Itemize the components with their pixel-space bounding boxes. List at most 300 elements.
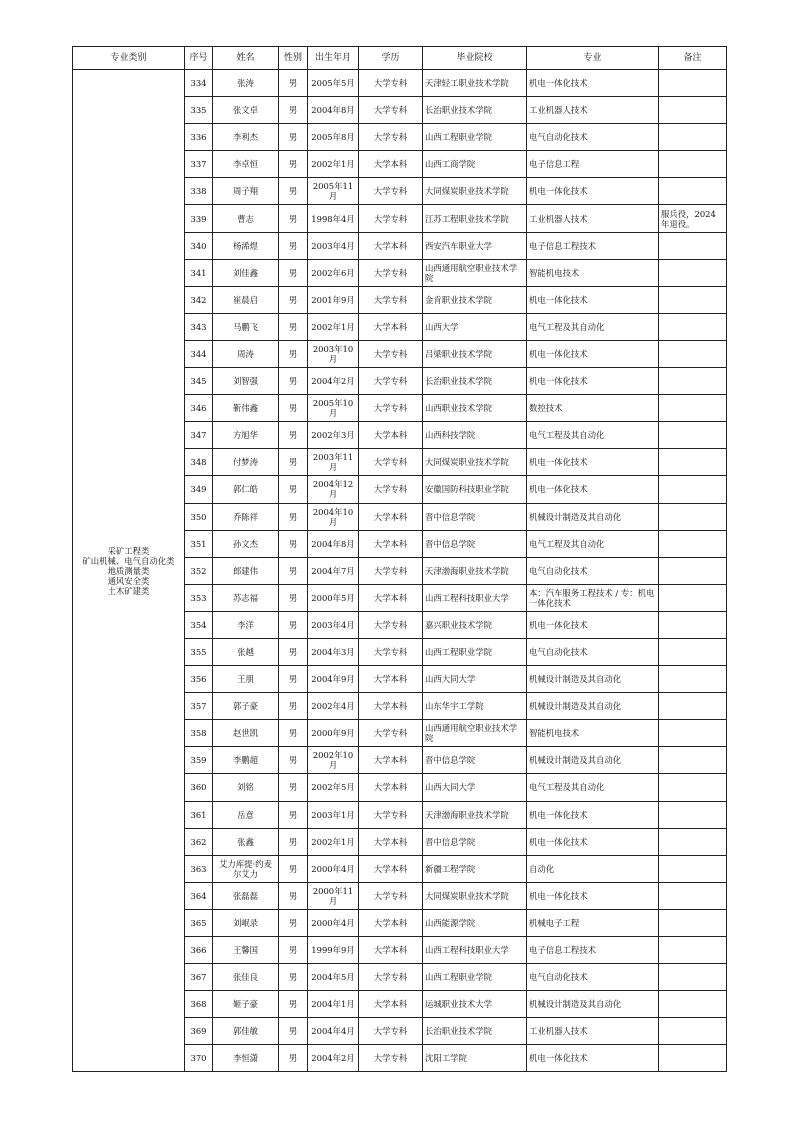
cell-number: 353: [185, 584, 213, 611]
cell-gender: 男: [279, 286, 308, 313]
cell-note: [659, 855, 727, 882]
cell-education: 大学专科: [359, 638, 423, 665]
cell-school: 山西通用航空职业技术学院: [423, 259, 527, 286]
cell-birth: 2001年9月: [308, 286, 359, 313]
cell-major: 机电一体化技术: [527, 178, 659, 205]
cell-gender: 男: [279, 638, 308, 665]
cell-birth: 2004年12月: [308, 476, 359, 503]
cell-note: [659, 259, 727, 286]
cell-name: 张文卓: [213, 97, 279, 124]
cell-gender: 男: [279, 720, 308, 747]
cell-major: 智能机电技术: [527, 720, 659, 747]
cell-birth: 2004年4月: [308, 1018, 359, 1045]
cell-major: 电气工程及其自动化: [527, 422, 659, 449]
cell-gender: 男: [279, 937, 308, 964]
cell-major: 机电一体化技术: [527, 801, 659, 828]
cell-birth: 1999年9月: [308, 937, 359, 964]
cell-school: 新疆工程学院: [423, 855, 527, 882]
cell-note: [659, 774, 727, 801]
cell-number: 342: [185, 286, 213, 313]
cell-birth: 2000年4月: [308, 909, 359, 936]
cell-gender: 男: [279, 611, 308, 638]
cell-number: 345: [185, 368, 213, 395]
header-name: 姓名: [213, 47, 279, 70]
cell-major: 机械设计制造及其自动化: [527, 747, 659, 774]
cell-note: [659, 638, 727, 665]
cell-birth: 2002年1月: [308, 828, 359, 855]
cell-gender: 男: [279, 503, 308, 530]
cell-school: 长治职业技术学院: [423, 97, 527, 124]
category-line: 通风安全类: [107, 575, 150, 586]
cell-major: 自动化: [527, 855, 659, 882]
cell-name: 付梦涛: [213, 449, 279, 476]
cell-gender: 男: [279, 205, 308, 232]
cell-name: 刘铭: [213, 774, 279, 801]
cell-school: 大同煤炭职业技术学院: [423, 178, 527, 205]
cell-note: [659, 476, 727, 503]
cell-education: 大学专科: [359, 286, 423, 313]
cell-education: 大学本科: [359, 937, 423, 964]
cell-number: 339: [185, 205, 213, 232]
cell-name: 张磊磊: [213, 882, 279, 909]
cell-gender: 男: [279, 232, 308, 259]
cell-gender: 男: [279, 1018, 308, 1045]
cell-major: 机械设计制造及其自动化: [527, 991, 659, 1018]
cell-birth: 2004年9月: [308, 666, 359, 693]
cell-major: 电气工程及其自动化: [527, 530, 659, 557]
cell-major: 本：汽车服务工程技术 / 专：机电一体化技术: [527, 584, 659, 611]
cell-birth: 2005年10月: [308, 395, 359, 422]
cell-major: 工业机器人技术: [527, 1018, 659, 1045]
cell-name: 郎建伟: [213, 557, 279, 584]
cell-gender: 男: [279, 422, 308, 449]
cell-gender: 男: [279, 313, 308, 340]
cell-birth: 2004年7月: [308, 557, 359, 584]
cell-education: 大学专科: [359, 395, 423, 422]
cell-school: 江苏工程职业技术学院: [423, 205, 527, 232]
cell-number: 347: [185, 422, 213, 449]
cell-education: 大学本科: [359, 503, 423, 530]
cell-birth: 2004年8月: [308, 530, 359, 557]
cell-name: 周子翔: [213, 178, 279, 205]
cell-school: 山西工商学院: [423, 151, 527, 178]
cell-birth: 2004年2月: [308, 368, 359, 395]
cell-gender: 男: [279, 530, 308, 557]
cell-name: 苏志福: [213, 584, 279, 611]
cell-education: 大学专科: [359, 720, 423, 747]
cell-birth: 2000年5月: [308, 584, 359, 611]
cell-note: [659, 340, 727, 367]
cell-gender: 男: [279, 882, 308, 909]
cell-education: 大学本科: [359, 991, 423, 1018]
cell-name: 郭佳敏: [213, 1018, 279, 1045]
cell-name: 艾力库提·约麦尔艾力: [213, 855, 279, 882]
cell-school: 山西工程职业学院: [423, 964, 527, 991]
cell-school: 金肯职业技术学院: [423, 286, 527, 313]
cell-education: 大学本科: [359, 774, 423, 801]
cell-major: 机电一体化技术: [527, 368, 659, 395]
cell-number: 352: [185, 557, 213, 584]
cell-major: 电气自动化技术: [527, 124, 659, 151]
cell-number: 368: [185, 991, 213, 1018]
cell-birth: 2004年5月: [308, 964, 359, 991]
cell-note: [659, 882, 727, 909]
cell-note: [659, 151, 727, 178]
cell-gender: 男: [279, 368, 308, 395]
cell-name: 赵世凯: [213, 720, 279, 747]
cell-birth: 2004年2月: [308, 1045, 359, 1072]
cell-birth: 1998年4月: [308, 205, 359, 232]
cell-school: 天津轻工职业技术学院: [423, 70, 527, 97]
cell-birth: 2000年9月: [308, 720, 359, 747]
cell-major: 工业机器人技术: [527, 205, 659, 232]
header-birth: 出生年月: [308, 47, 359, 70]
cell-birth: 2004年8月: [308, 97, 359, 124]
cell-school: 嘉兴职业技术学院: [423, 611, 527, 638]
cell-number: 349: [185, 476, 213, 503]
cell-name: 姬子豪: [213, 991, 279, 1018]
cell-gender: 男: [279, 340, 308, 367]
cell-gender: 男: [279, 259, 308, 286]
cell-school: 大同煤炭职业技术学院: [423, 449, 527, 476]
cell-major: 机电一体化技术: [527, 882, 659, 909]
cell-education: 大学专科: [359, 178, 423, 205]
header-row: [73, 47, 727, 70]
cell-education: 大学专科: [359, 882, 423, 909]
roster-table: [72, 46, 727, 1072]
cell-school: 运城职业技术大学: [423, 991, 527, 1018]
cell-gender: 男: [279, 151, 308, 178]
cell-number: 336: [185, 124, 213, 151]
cell-gender: 男: [279, 666, 308, 693]
cell-education: 大学本科: [359, 693, 423, 720]
cell-birth: 2003年10月: [308, 340, 359, 367]
cell-number: 362: [185, 828, 213, 855]
cell-education: 大学专科: [359, 1018, 423, 1045]
cell-note: [659, 991, 727, 1018]
cell-name: 李恒潇: [213, 1045, 279, 1072]
cell-education: 大学专科: [359, 476, 423, 503]
cell-school: 天津渤海职业技术学院: [423, 801, 527, 828]
cell-note: [659, 557, 727, 584]
cell-number: 354: [185, 611, 213, 638]
cell-school: 晋中信息学院: [423, 503, 527, 530]
cell-note: [659, 232, 727, 259]
cell-number: 346: [185, 395, 213, 422]
cell-name: 李鹏超: [213, 747, 279, 774]
cell-number: 363: [185, 855, 213, 882]
cell-major: 电气自动化技术: [527, 638, 659, 665]
cell-birth: 2005年11月: [308, 178, 359, 205]
cell-note: [659, 422, 727, 449]
cell-education: 大学本科: [359, 855, 423, 882]
cell-number: 356: [185, 666, 213, 693]
cell-number: 366: [185, 937, 213, 964]
cell-major: 工业机器人技术: [527, 97, 659, 124]
cell-gender: 男: [279, 584, 308, 611]
cell-number: 370: [185, 1045, 213, 1072]
cell-school: 晋中信息学院: [423, 828, 527, 855]
cell-note: [659, 530, 727, 557]
cell-major: 智能机电技术: [527, 259, 659, 286]
cell-education: 大学专科: [359, 368, 423, 395]
cell-school: 山西能源学院: [423, 909, 527, 936]
cell-note: [659, 584, 727, 611]
cell-major: 电气工程及其自动化: [527, 774, 659, 801]
cell-number: 335: [185, 97, 213, 124]
cell-note: [659, 124, 727, 151]
cell-major: 机械电子工程: [527, 909, 659, 936]
cell-birth: 2000年4月: [308, 855, 359, 882]
cell-birth: 2003年11月: [308, 449, 359, 476]
cell-school: 吕梁职业技术学院: [423, 340, 527, 367]
cell-school: 长治职业技术学院: [423, 1018, 527, 1045]
cell-major: 机电一体化技术: [527, 476, 659, 503]
cell-number: 364: [185, 882, 213, 909]
cell-birth: 2005年8月: [308, 124, 359, 151]
cell-number: 365: [185, 909, 213, 936]
cell-major: 数控技术: [527, 395, 659, 422]
cell-name: 刘岷录: [213, 909, 279, 936]
cell-education: 大学专科: [359, 97, 423, 124]
cell-note: [659, 937, 727, 964]
cell-note: [659, 1018, 727, 1045]
cell-number: 338: [185, 178, 213, 205]
cell-gender: 男: [279, 909, 308, 936]
cell-education: 大学本科: [359, 747, 423, 774]
cell-note: [659, 611, 727, 638]
cell-note: 服兵役，2024年退役。: [659, 205, 727, 232]
cell-school: 山西工程科技职业大学: [423, 584, 527, 611]
cell-birth: 2004年3月: [308, 638, 359, 665]
cell-note: [659, 1045, 727, 1072]
cell-education: 大学本科: [359, 666, 423, 693]
cell-number: 358: [185, 720, 213, 747]
cell-number: 337: [185, 151, 213, 178]
cell-school: 长治职业技术学院: [423, 368, 527, 395]
cell-birth: 2002年1月: [308, 313, 359, 340]
cell-birth: 2004年10月: [308, 503, 359, 530]
cell-major: 电子信息工程技术: [527, 232, 659, 259]
header-education: 学历: [359, 47, 423, 70]
cell-note: [659, 70, 727, 97]
cell-education: 大学专科: [359, 449, 423, 476]
cell-note: [659, 909, 727, 936]
category-line: 土木矿建类: [107, 585, 150, 596]
cell-note: [659, 801, 727, 828]
cell-name: 刘佳鑫: [213, 259, 279, 286]
cell-birth: 2003年1月: [308, 801, 359, 828]
cell-gender: 男: [279, 828, 308, 855]
cell-education: 大学本科: [359, 828, 423, 855]
header-school: 毕业院校: [423, 47, 527, 70]
cell-birth: 2003年4月: [308, 611, 359, 638]
cell-number: 357: [185, 693, 213, 720]
header-category: 专业类别: [73, 47, 185, 70]
category-cell: [73, 70, 185, 1072]
cell-major: 机电一体化技术: [527, 70, 659, 97]
cell-name: 李卓恒: [213, 151, 279, 178]
cell-birth: 2002年1月: [308, 151, 359, 178]
cell-birth: 2004年1月: [308, 991, 359, 1018]
cell-gender: 男: [279, 747, 308, 774]
cell-note: [659, 449, 727, 476]
cell-name: 方旭华: [213, 422, 279, 449]
cell-number: 343: [185, 313, 213, 340]
cell-major: 电气自动化技术: [527, 964, 659, 991]
cell-birth: 2002年10月: [308, 747, 359, 774]
cell-education: 大学专科: [359, 801, 423, 828]
cell-school: 山西大同大学: [423, 774, 527, 801]
cell-school: 山东华宇工学院: [423, 693, 527, 720]
cell-note: [659, 693, 727, 720]
cell-major: 机电一体化技术: [527, 1045, 659, 1072]
cell-school: 沈阳工学院: [423, 1045, 527, 1072]
cell-education: 大学专科: [359, 259, 423, 286]
cell-number: 348: [185, 449, 213, 476]
cell-note: [659, 395, 727, 422]
cell-school: 山西科技学院: [423, 422, 527, 449]
cell-education: 大学专科: [359, 340, 423, 367]
cell-major: 机电一体化技术: [527, 340, 659, 367]
cell-birth: 2003年4月: [308, 232, 359, 259]
cell-education: 大学本科: [359, 313, 423, 340]
cell-school: 山西职业技术学院: [423, 395, 527, 422]
cell-number: 355: [185, 638, 213, 665]
cell-school: 天津渤海职业技术学院: [423, 557, 527, 584]
cell-number: 369: [185, 1018, 213, 1045]
cell-major: 电气自动化技术: [527, 557, 659, 584]
cell-education: 大学本科: [359, 584, 423, 611]
cell-name: 杨浠煜: [213, 232, 279, 259]
cell-name: 张鑫: [213, 828, 279, 855]
cell-name: 崔晨启: [213, 286, 279, 313]
cell-gender: 男: [279, 801, 308, 828]
cell-education: 大学专科: [359, 70, 423, 97]
category-line: 采矿工程类: [107, 545, 150, 556]
cell-number: 351: [185, 530, 213, 557]
cell-gender: 男: [279, 178, 308, 205]
cell-number: 334: [185, 70, 213, 97]
cell-education: 大学专科: [359, 124, 423, 151]
cell-gender: 男: [279, 124, 308, 151]
cell-number: 350: [185, 503, 213, 530]
cell-education: 大学本科: [359, 232, 423, 259]
cell-gender: 男: [279, 395, 308, 422]
cell-major: 机械设计制造及其自动化: [527, 503, 659, 530]
cell-gender: 男: [279, 557, 308, 584]
cell-birth: 2002年3月: [308, 422, 359, 449]
cell-birth: 2002年6月: [308, 259, 359, 286]
cell-school: 山西工程职业学院: [423, 124, 527, 151]
cell-note: [659, 178, 727, 205]
cell-school: 山西通用航空职业技术学院: [423, 720, 527, 747]
cell-major: 机械设计制造及其自动化: [527, 693, 659, 720]
cell-gender: 男: [279, 1045, 308, 1072]
cell-number: 344: [185, 340, 213, 367]
table-row: [73, 70, 727, 97]
cell-note: [659, 964, 727, 991]
roster-body: [73, 70, 727, 1072]
cell-name: 郭子豪: [213, 693, 279, 720]
cell-name: 李利杰: [213, 124, 279, 151]
cell-birth: 2000年11月: [308, 882, 359, 909]
cell-education: 大学专科: [359, 1045, 423, 1072]
cell-major: 机电一体化技术: [527, 828, 659, 855]
cell-name: 张佳良: [213, 964, 279, 991]
cell-education: 大学本科: [359, 151, 423, 178]
cell-note: [659, 313, 727, 340]
cell-name: 郭仁皓: [213, 476, 279, 503]
cell-name: 李洋: [213, 611, 279, 638]
cell-gender: 男: [279, 70, 308, 97]
cell-education: 大学专科: [359, 964, 423, 991]
cell-number: 361: [185, 801, 213, 828]
cell-gender: 男: [279, 991, 308, 1018]
cell-name: 乔陈祥: [213, 503, 279, 530]
header-major: 专业: [527, 47, 659, 70]
cell-gender: 男: [279, 774, 308, 801]
cell-birth: 2002年4月: [308, 693, 359, 720]
cell-name: 张越: [213, 638, 279, 665]
cell-note: [659, 368, 727, 395]
cell-number: 367: [185, 964, 213, 991]
cell-major: 电子信息工程: [527, 151, 659, 178]
category-line: 地质测量类: [107, 565, 150, 576]
cell-note: [659, 720, 727, 747]
cell-birth: 2005年5月: [308, 70, 359, 97]
cell-note: [659, 747, 727, 774]
cell-education: 大学专科: [359, 557, 423, 584]
cell-school: 大同煤炭职业技术学院: [423, 882, 527, 909]
cell-note: [659, 666, 727, 693]
cell-major: 电气工程及其自动化: [527, 313, 659, 340]
header-note: 备注: [659, 47, 727, 70]
cell-name: 王朋: [213, 666, 279, 693]
cell-school: 山西大学: [423, 313, 527, 340]
cell-name: 刘智强: [213, 368, 279, 395]
cell-name: 岳意: [213, 801, 279, 828]
cell-major: 机电一体化技术: [527, 449, 659, 476]
cell-major: 电子信息工程技术: [527, 937, 659, 964]
cell-name: 张涛: [213, 70, 279, 97]
cell-gender: 男: [279, 449, 308, 476]
cell-major: 机电一体化技术: [527, 611, 659, 638]
cell-school: 安徽国防科技职业学院: [423, 476, 527, 503]
cell-number: 360: [185, 774, 213, 801]
cell-school: 西安汽车职业大学: [423, 232, 527, 259]
cell-gender: 男: [279, 476, 308, 503]
cell-school: 山西工程科技职业大学: [423, 937, 527, 964]
cell-school: 山西大同大学: [423, 666, 527, 693]
cell-gender: 男: [279, 97, 308, 124]
cell-note: [659, 286, 727, 313]
category-line: 矿山机械、电气自动化类: [82, 555, 175, 566]
cell-note: [659, 97, 727, 124]
header-gender: 性别: [279, 47, 308, 70]
cell-number: 341: [185, 259, 213, 286]
cell-number: 340: [185, 232, 213, 259]
cell-school: 晋中信息学院: [423, 530, 527, 557]
cell-education: 大学专科: [359, 611, 423, 638]
cell-school: 山西工程职业学院: [423, 638, 527, 665]
cell-name: 靳伟鑫: [213, 395, 279, 422]
cell-note: [659, 503, 727, 530]
cell-education: 大学本科: [359, 422, 423, 449]
cell-name: 王馨国: [213, 937, 279, 964]
cell-note: [659, 828, 727, 855]
header-number: 序号: [185, 47, 213, 70]
